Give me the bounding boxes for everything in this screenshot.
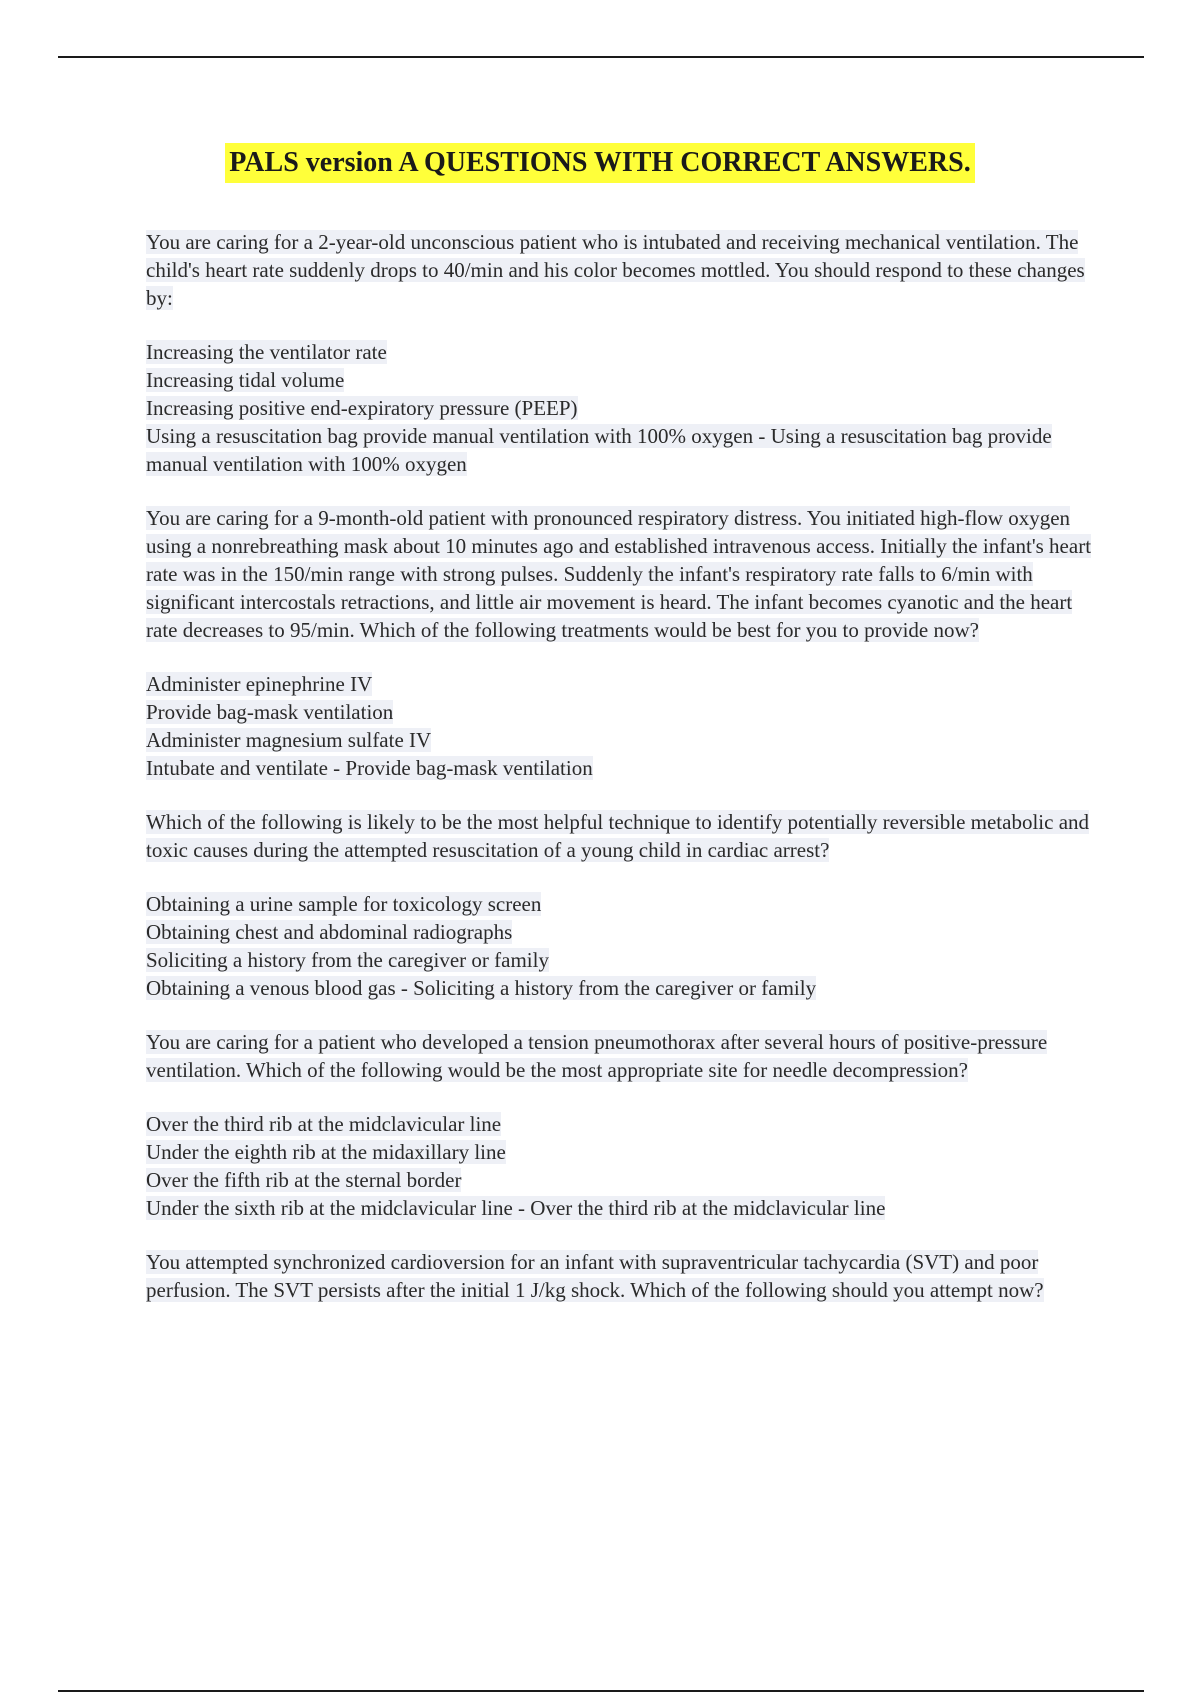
bottom-rule: [58, 1690, 1144, 1692]
answer-option: Administer magnesium sulfate IV: [146, 728, 432, 752]
answer-option: Increasing tidal volume: [146, 368, 345, 392]
question-text: You are caring for a 9-month-old patient with pronounced respiratory distress. You initiated high-flow oxygen using a nonrebreathing mask about 10 minutes ago and established intravenous access. Initially the infant's heart rate was in the 150/min range with strong pulses. Suddenly the infant's respiratory rate falls to 6/min with significant intercostals retractions, and little air movement is heard. The infant becomes cyanotic and the heart rate decreases to 95/min. Which of the following treatments would be best for you to provide now?: [146, 506, 1092, 642]
answer-option: Obtaining chest and abdominal radiographs: [146, 920, 513, 944]
answer-option: Increasing positive end-expiratory pressure (PEEP): [146, 396, 578, 420]
answer-option: Over the third rib at the midclavicular line: [146, 1112, 502, 1136]
title-container: [0, 143, 1200, 183]
document-body: [146, 228, 1106, 1330]
question-block-5: [146, 1248, 1106, 1304]
question-block-4: [146, 1028, 1106, 1084]
answer-options-3: [146, 890, 1106, 1002]
question-block-2: [146, 504, 1106, 644]
answer-options-1: [146, 338, 1106, 478]
question-block-3: [146, 808, 1106, 864]
question-text: You are caring for a 2-year-old unconscious patient who is intubated and receiving mechanical ventilation. The child's heart rate suddenly drops to 40/min and his color becomes mottled. You should respond to these changes by:: [146, 230, 1085, 310]
answer-option: Provide bag-mask ventilation: [146, 700, 394, 724]
answer-option: Over the fifth rib at the sternal border: [146, 1168, 462, 1192]
answer-option: Administer epinephrine IV: [146, 672, 373, 696]
document-title: PALS version A QUESTIONS WITH CORRECT ANSWERS.: [225, 143, 974, 183]
question-text: You attempted synchronized cardioversion for an infant with supraventricular tachycardia (SVT) and poor perfusion. The SVT persists after the initial 1 J/kg shock. Which of the following should you attempt now?: [146, 1250, 1044, 1302]
answer-option-correct: Intubate and ventilate - Provide bag-mask ventilation: [146, 756, 593, 780]
answer-option: Obtaining a urine sample for toxicology screen: [146, 892, 542, 916]
answer-option: Soliciting a history from the caregiver or family: [146, 948, 549, 972]
question-text: Which of the following is likely to be the most helpful technique to identify potentially reversible metabolic and toxic causes during the attempted resuscitation of a young child in cardiac arrest?: [146, 810, 1090, 862]
answer-option-correct: Obtaining a venous blood gas - Soliciting a history from the caregiver or family: [146, 976, 817, 1000]
top-rule: [58, 56, 1144, 58]
answer-options-4: [146, 1110, 1106, 1222]
answer-option: Increasing the ventilator rate: [146, 340, 387, 364]
answer-option: Under the eighth rib at the midaxillary line: [146, 1140, 506, 1164]
answer-option-correct: Using a resuscitation bag provide manual ventilation with 100% oxygen - Using a resuscitation bag provide manual ventilation with 100% oxygen: [146, 424, 1052, 476]
answer-options-2: [146, 670, 1106, 782]
answer-option-correct: Under the sixth rib at the midclavicular line - Over the third rib at the midclavicular line: [146, 1196, 886, 1220]
question-text: You are caring for a patient who developed a tension pneumothorax after several hours of positive-pressure ventilation. Which of the following would be the most appropriate site for needle decompression?: [146, 1030, 1048, 1082]
question-block-1: [146, 228, 1106, 312]
